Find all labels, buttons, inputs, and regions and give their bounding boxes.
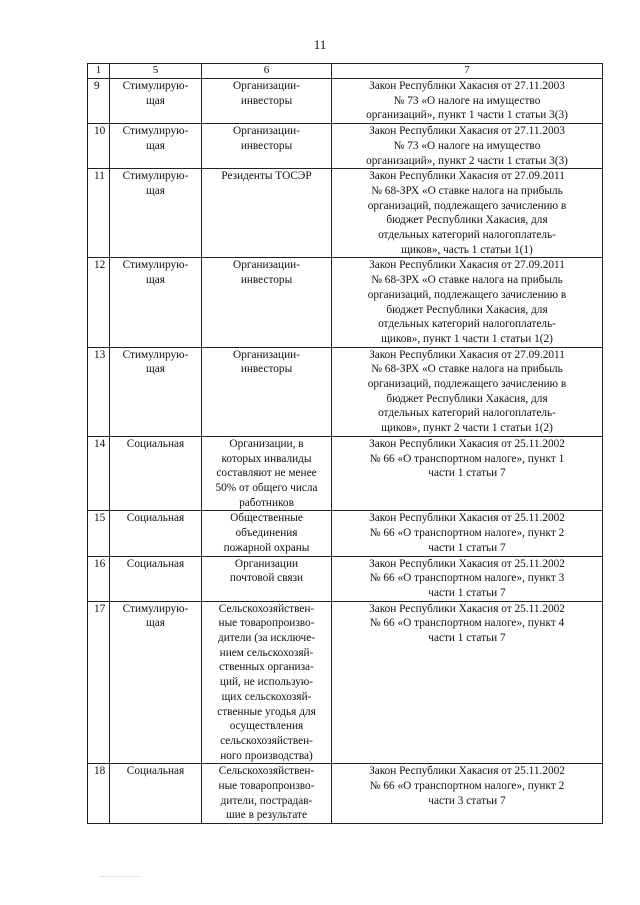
taxpayer-category-cell: Резиденты ТОСЭР [202, 169, 332, 258]
column-header: 7 [332, 64, 603, 79]
benefit-type-cell: Стимулирую- щая [110, 347, 202, 436]
benefit-type-cell: Социальная [110, 511, 202, 556]
taxpayer-category-cell: Организации почтовой связи [202, 556, 332, 601]
table-row [88, 511, 603, 556]
page-number: 11 [313, 37, 327, 52]
table-header-row [88, 64, 603, 79]
benefit-type-cell: Стимулирую- щая [110, 79, 202, 124]
benefit-type-cell: Социальная [110, 764, 202, 824]
column-header: 5 [110, 64, 202, 79]
legal-basis-cell: Закон Республики Хакасия от 27.11.2003 № 73 «О налоге на имущество организаций», пункт 1 части 1 статьи 3(3) [332, 79, 603, 124]
table-row [88, 79, 603, 124]
tax-benefits-table [87, 63, 603, 824]
table-row [88, 258, 603, 347]
benefit-type-cell: Стимулирую- щая [110, 258, 202, 347]
table-row [88, 556, 603, 601]
benefit-type-cell: Стимулирую- щая [110, 124, 202, 169]
legal-basis-cell: Закон Республики Хакасия от 27.09.2011 № 68-ЗРХ «О ставке налога на прибыль организаций, подлежащего зачислению в бюджет Республики Хакасия, для отдельных категорий налогоплатель- щиков», пункт 1 части 1 статьи 1(2) [332, 258, 603, 347]
column-header: 1 [88, 64, 110, 79]
table-row [88, 764, 603, 824]
taxpayer-category-cell: Сельскохозяйствен- ные товаропроизво- дители, пострадав- шие в результате [202, 764, 332, 824]
taxpayer-category-cell: Организации- инвесторы [202, 258, 332, 347]
table-row [88, 436, 603, 511]
legal-basis-cell: Закон Республики Хакасия от 27.11.2003 № 73 «О налоге на имущество организаций», пункт 2 части 1 статьи 3(3) [332, 124, 603, 169]
taxpayer-category-cell: Организации- инвесторы [202, 79, 332, 124]
row-number-cell: 18 [88, 764, 110, 824]
legal-basis-cell: Закон Республики Хакасия от 27.09.2011 № 68-ЗРХ «О ставке налога на прибыль организаций, подлежащего зачислению в бюджет Республики Хакасия, для отдельных категорий налогоплатель- щиков», часть 1 статьи 1(1) [332, 169, 603, 258]
row-number-cell: 15 [88, 511, 110, 556]
row-number-cell: 16 [88, 556, 110, 601]
row-number-cell: 17 [88, 601, 110, 764]
row-number-cell: 14 [88, 436, 110, 511]
taxpayer-category-cell: Организации- инвесторы [202, 124, 332, 169]
row-number-cell: 11 [88, 169, 110, 258]
table-row [88, 347, 603, 436]
row-number-cell: 13 [88, 347, 110, 436]
row-number-cell: 10 [88, 124, 110, 169]
taxpayer-category-cell: Организации- инвесторы [202, 347, 332, 436]
benefit-type-cell: Социальная [110, 556, 202, 601]
benefit-type-cell: Стимулирую- щая [110, 169, 202, 258]
row-number-cell: 9 [88, 79, 110, 124]
table-row [88, 124, 603, 169]
legal-basis-cell: Закон Республики Хакасия от 27.09.2011 № 68-ЗРХ «О ставке налога на прибыль организаций, подлежащего зачислению в бюджет Республики Хакасия, для отдельных категорий налогоплатель- щиков», пункт 2 части 1 статьи 1(2) [332, 347, 603, 436]
taxpayer-category-cell: Сельскохозяйствен- ные товаропроизво- дители (за исключе- нием сельскохозяй- ственных организа- ций, не использую- щих сельскохозяй- ственные угодья для осуществления сельскохозяйствен- ного производства) [202, 601, 332, 764]
column-header: 6 [202, 64, 332, 79]
legal-basis-cell: Закон Республики Хакасия от 25.11.2002 № 66 «О транспортном налоге», пункт 1 части 1 статьи 7 [332, 436, 603, 511]
legal-basis-cell: Закон Республики Хакасия от 25.11.2002 № 66 «О транспортном налоге», пункт 4 части 1 статьи 7 [332, 601, 603, 764]
table-row [88, 601, 603, 764]
legal-basis-cell: Закон Республики Хакасия от 25.11.2002 № 66 «О транспортном налоге», пункт 3 части 1 статьи 7 [332, 556, 603, 601]
legal-basis-cell: Закон Республики Хакасия от 25.11.2002 № 66 «О транспортном налоге», пункт 2 части 1 статьи 7 [332, 511, 603, 556]
table-row [88, 169, 603, 258]
benefit-type-cell: Социальная [110, 436, 202, 511]
taxpayer-category-cell: Организации, в которых инвалиды составляют не менее 50% от общего числа работников [202, 436, 332, 511]
row-number-cell: 12 [88, 258, 110, 347]
legal-basis-cell: Закон Республики Хакасия от 25.11.2002 № 66 «О транспортном налоге», пункт 2 части 3 статьи 7 [332, 764, 603, 824]
benefit-type-cell: Стимулирую- щая [110, 601, 202, 764]
taxpayer-category-cell: Общественные объединения пожарной охраны [202, 511, 332, 556]
scan-artifact [100, 876, 140, 878]
